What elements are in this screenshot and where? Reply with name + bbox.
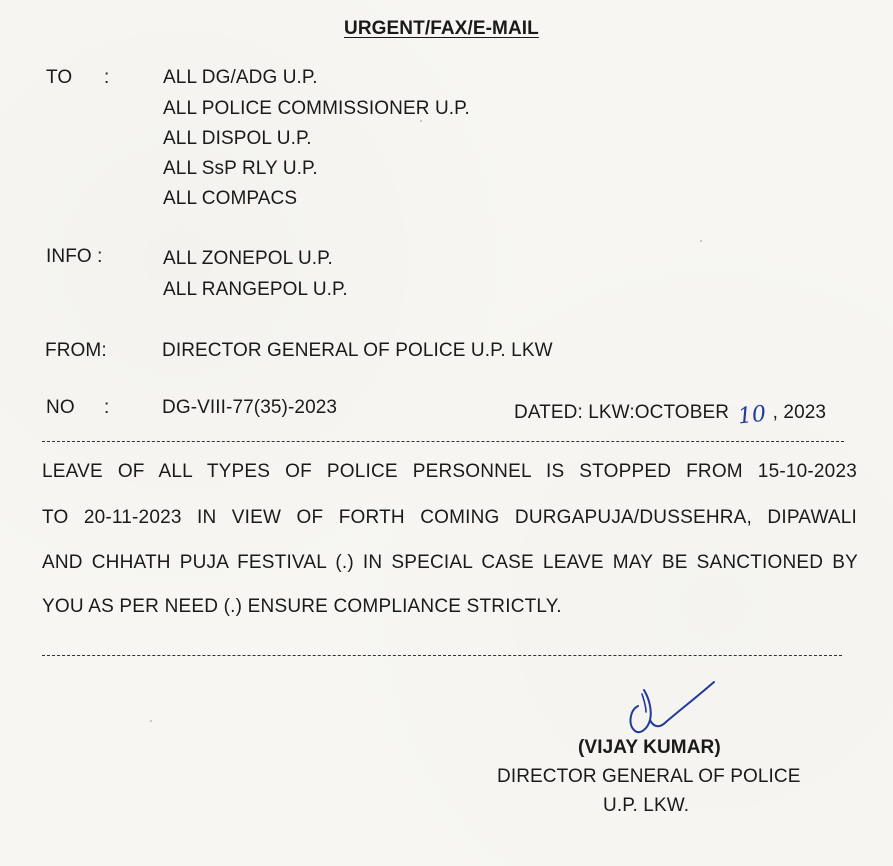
info-recipient: ALL RANGEPOL U.P. xyxy=(163,279,348,300)
handwritten-day: 10 xyxy=(737,401,768,430)
divider-bottom xyxy=(42,655,842,656)
to-colon: : xyxy=(104,67,110,88)
from-value: DIRECTOR GENERAL OF POLICE U.P. LKW xyxy=(162,340,553,361)
number-label: NO xyxy=(46,397,75,418)
info-recipient: ALL ZONEPOL U.P. xyxy=(163,248,333,269)
divider-top xyxy=(42,441,844,442)
signatory-location: U.P. LKW. xyxy=(603,795,690,816)
dated-line xyxy=(514,401,827,430)
dated-suffix: , 2023 xyxy=(772,402,827,423)
document-heading: URGENT/FAX/E-MAIL xyxy=(344,18,539,39)
to-recipient: ALL DG/ADG U.P. xyxy=(163,67,318,88)
body-line: AND CHHATH PUJA FESTIVAL (.) IN SPECIAL CASE LEAVE MAY BE SANCTIONED BY xyxy=(42,552,858,573)
to-label: TO xyxy=(46,67,73,88)
paper-speck xyxy=(150,720,152,722)
to-recipient: ALL SsP RLY U.P. xyxy=(163,158,318,179)
signature-mark xyxy=(620,676,730,740)
paper-speck xyxy=(700,240,702,242)
to-recipient: ALL COMPACS xyxy=(163,188,298,209)
from-label: FROM: xyxy=(45,340,107,361)
to-recipient: ALL POLICE COMMISSIONER U.P. xyxy=(163,98,470,119)
info-label: INFO : xyxy=(46,246,103,267)
number-colon: : xyxy=(104,397,110,418)
dated-prefix: DATED: LKW:OCTOBER xyxy=(514,402,730,423)
reference-number: DG-VIII-77(35)-2023 xyxy=(162,397,338,418)
signatory-designation: DIRECTOR GENERAL OF POLICE xyxy=(497,766,801,787)
to-recipient: ALL DISPOL U.P. xyxy=(163,128,312,149)
signatory-name: (VIJAY KUMAR) xyxy=(578,737,721,758)
body-line: LEAVE OF ALL TYPES OF POLICE PERSONNEL IS STOPPED FROM 15-10-2023 xyxy=(42,461,857,482)
body-line: YOU AS PER NEED (.) ENSURE COMPLIANCE STRICTLY. xyxy=(42,596,562,617)
body-line: TO 20-11-2023 IN VIEW OF FORTH COMING DURGAPUJA/DUSSEHRA, DIPAWALI xyxy=(42,507,857,528)
paper-speck xyxy=(420,120,422,122)
